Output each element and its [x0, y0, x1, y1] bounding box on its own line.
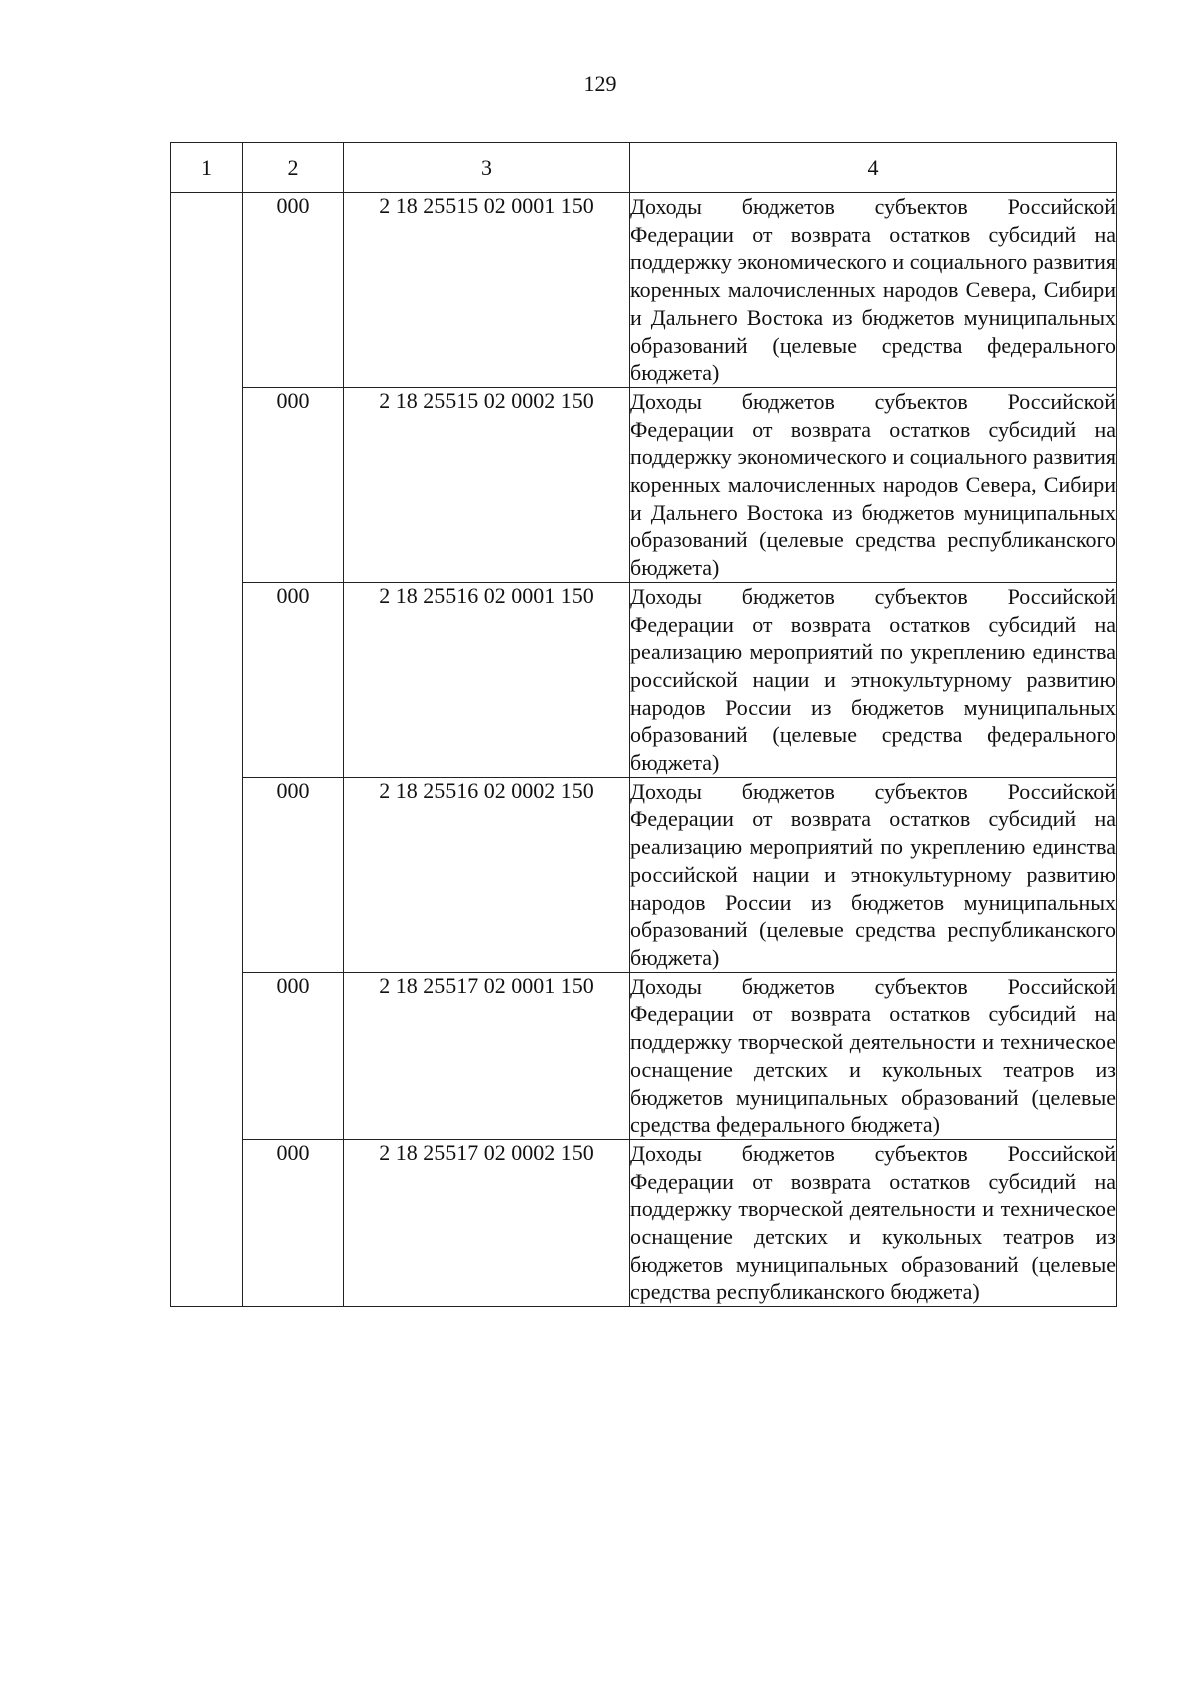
admin-code-cell: 000: [243, 1139, 344, 1306]
header-col-4: 4: [630, 143, 1117, 193]
description-cell: Доходы бюджетов субъектов Российской Федерации от возврата остатков субсидий на поддержку творческой деятельности и техническое оснащение детских и кукольных театров из бюджетов муниципальных образований (целевые средства республиканского бюджета): [630, 1139, 1117, 1306]
budget-codes-table: [170, 142, 1117, 1307]
kbk-code-cell: 2 18 25517 02 0001 150: [344, 972, 630, 1139]
table-row: [171, 387, 1117, 582]
kbk-code-cell: 2 18 25516 02 0001 150: [344, 582, 630, 777]
admin-code-cell: 000: [243, 582, 344, 777]
table-row: [171, 193, 1117, 388]
header-col-1: 1: [171, 143, 243, 193]
kbk-code-cell: 2 18 25515 02 0002 150: [344, 387, 630, 582]
admin-code-cell: 000: [243, 387, 344, 582]
kbk-code-cell: 2 18 25516 02 0002 150: [344, 777, 630, 972]
table-header-row: [171, 143, 1117, 193]
kbk-code-cell: 2 18 25517 02 0002 150: [344, 1139, 630, 1306]
table-row: [171, 972, 1117, 1139]
kbk-code-cell: 2 18 25515 02 0001 150: [344, 193, 630, 388]
description-cell: Доходы бюджетов субъектов Российской Федерации от возврата остатков субсидий на реализацию мероприятий по укреплению единства российской нации и этнокультурному развитию народов России из бюджетов муниципальных образований (целевые средства федерального бюджета): [630, 582, 1117, 777]
table-row: [171, 582, 1117, 777]
admin-code-cell: 000: [243, 777, 344, 972]
table-row: [171, 1139, 1117, 1306]
description-cell: Доходы бюджетов субъектов Российской Федерации от возврата остатков субсидий на поддержку творческой деятельности и техническое оснащение детских и кукольных театров из бюджетов муниципальных образований (целевые средства федерального бюджета): [630, 972, 1117, 1139]
col1-merged-cell: [171, 193, 243, 1307]
header-col-2: 2: [243, 143, 344, 193]
description-cell: Доходы бюджетов субъектов Российской Федерации от возврата остатков субсидий на поддержку экономического и социального развития коренных малочисленных народов Севера, Сибири и Дальнего Востока из бюджетов муниципальных образований (целевые средства федерального бюджета): [630, 193, 1117, 388]
description-cell: Доходы бюджетов субъектов Российской Федерации от возврата остатков субсидий на поддержку экономического и социального развития коренных малочисленных народов Севера, Сибири и Дальнего Востока из бюджетов муниципальных образований (целевые средства республиканского бюджета): [630, 387, 1117, 582]
admin-code-cell: 000: [243, 972, 344, 1139]
description-cell: Доходы бюджетов субъектов Российской Федерации от возврата остатков субсидий на реализацию мероприятий по укреплению единства российской нации и этнокультурному развитию народов России из бюджетов муниципальных образований (целевые средства республиканского бюджета): [630, 777, 1117, 972]
admin-code-cell: 000: [243, 193, 344, 388]
header-col-3: 3: [344, 143, 630, 193]
table-row: [171, 777, 1117, 972]
page-number: 129: [583, 71, 617, 96]
